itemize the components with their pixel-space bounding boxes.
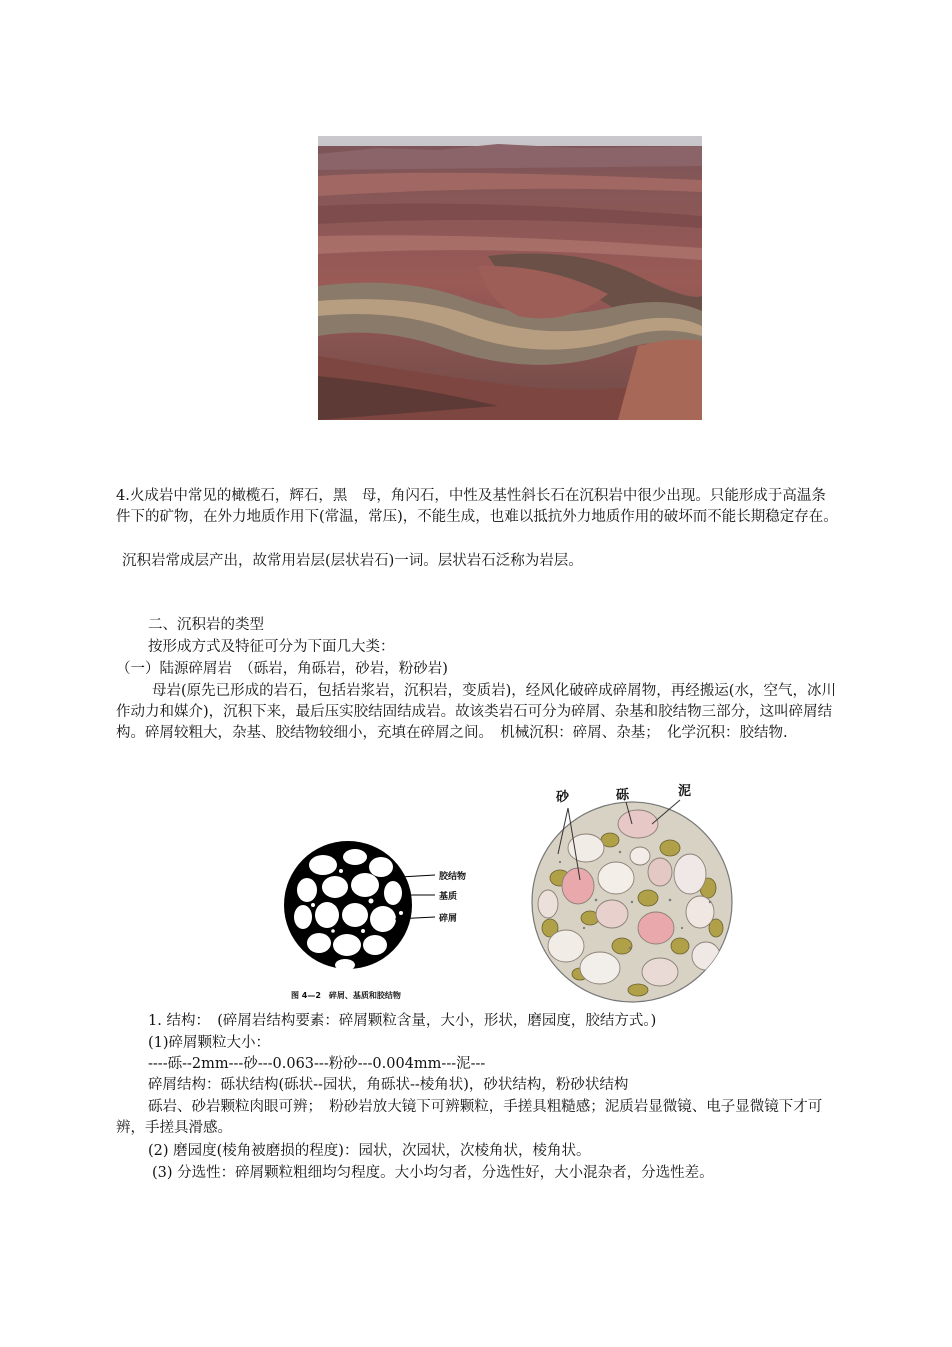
section-title: 二、沉积岩的类型 xyxy=(148,617,264,633)
label-sand: 砂 xyxy=(556,790,570,805)
intro-text: 按形成方式及特征可分为下面几大类： xyxy=(148,639,395,655)
label-gravel: 砾 xyxy=(616,788,630,803)
clastic-texture-diagram xyxy=(283,835,483,1005)
sandstone-grain-diagram xyxy=(520,778,740,1008)
subsection-title: （一）陆源碎屑岩 （砾岩，角砾岩，砂岩，粉砂岩) xyxy=(116,661,448,677)
item-sorting: (3) 分选性：碎屑颗粒粗细均匀程度。大小均匀者，分选性好，大小混杂者，分选性差。 xyxy=(152,1165,714,1181)
clastic-texture-text: 碎屑结构：砾状结构(砾状--园状，角砾状--棱角状)，砂状结构，粉砂状结构 xyxy=(148,1077,629,1093)
label-matrix: 基质 xyxy=(439,892,458,902)
paragraph-stratification: 沉积岩常成层产出，故常用岩层(层状岩石)一词。层状岩石泛称为岩层。 xyxy=(122,553,583,569)
label-clast: 碎屑 xyxy=(439,914,458,924)
figure-caption: 图 4—2 碎屑、基质和胶结物 xyxy=(291,991,401,1000)
item-roundness: (2) 磨园度(棱角被磨损的程度)：园状，次园状，次棱角状，棱角状。 xyxy=(148,1143,591,1159)
item-grain-size: (1)碎屑颗粒大小： xyxy=(148,1035,271,1051)
paragraph-identification: 砾岩、砂岩颗粒肉眼可辨； 粉砂岩放大镜下可辨颗粒，手搓具粗糙感；泥质岩显微镜、电子显微镜下才可辨，手搓具滑感。 xyxy=(116,1099,823,1136)
paragraph-igneous-minerals: 4.火成岩中常见的橄榄石，辉石，黑 母，角闪石，中性及基性斜长石在沉积岩中很少出现。只能形成于高温条件下的矿物，在外力地质作用下(常温，常压)，不能生成，也难以抵抗外力地质作用的破坏而不能长期稳定存在。 xyxy=(116,488,838,525)
grain-diagram-graphic xyxy=(520,778,740,1008)
paragraph-parent-rock: 母岩(原先已形成的岩石，包括岩浆岩，沉积岩，变质岩)，经风化破碎成碎屑物，再经搬运(水，空气，冰川作动力和媒介)，沉积下来，最后压实胶结固结成岩。故该类岩石可分为碎屑、杂基和胶结物三部分，这叫碎屑结构。碎屑较粗大，杂基、胶结物较细小，充填在碎屑之间。 机械沉积：碎屑、杂基； 化学沉积：胶结物. xyxy=(116,683,836,741)
item-structure: 1. 结构： (碎屑岩结构要素：碎屑颗粒含量，大小，形状，磨园度，胶结方式。) xyxy=(148,1013,657,1029)
grain-size-scale: ----砾--2mm---砂---0.063---粉砂---0.004mm---泥--- xyxy=(148,1056,486,1072)
canyon-photo-graphic xyxy=(318,136,702,420)
label-mud: 泥 xyxy=(678,784,692,799)
label-cement: 胶结物 xyxy=(439,872,467,882)
canyon-landscape-photo xyxy=(318,136,702,420)
